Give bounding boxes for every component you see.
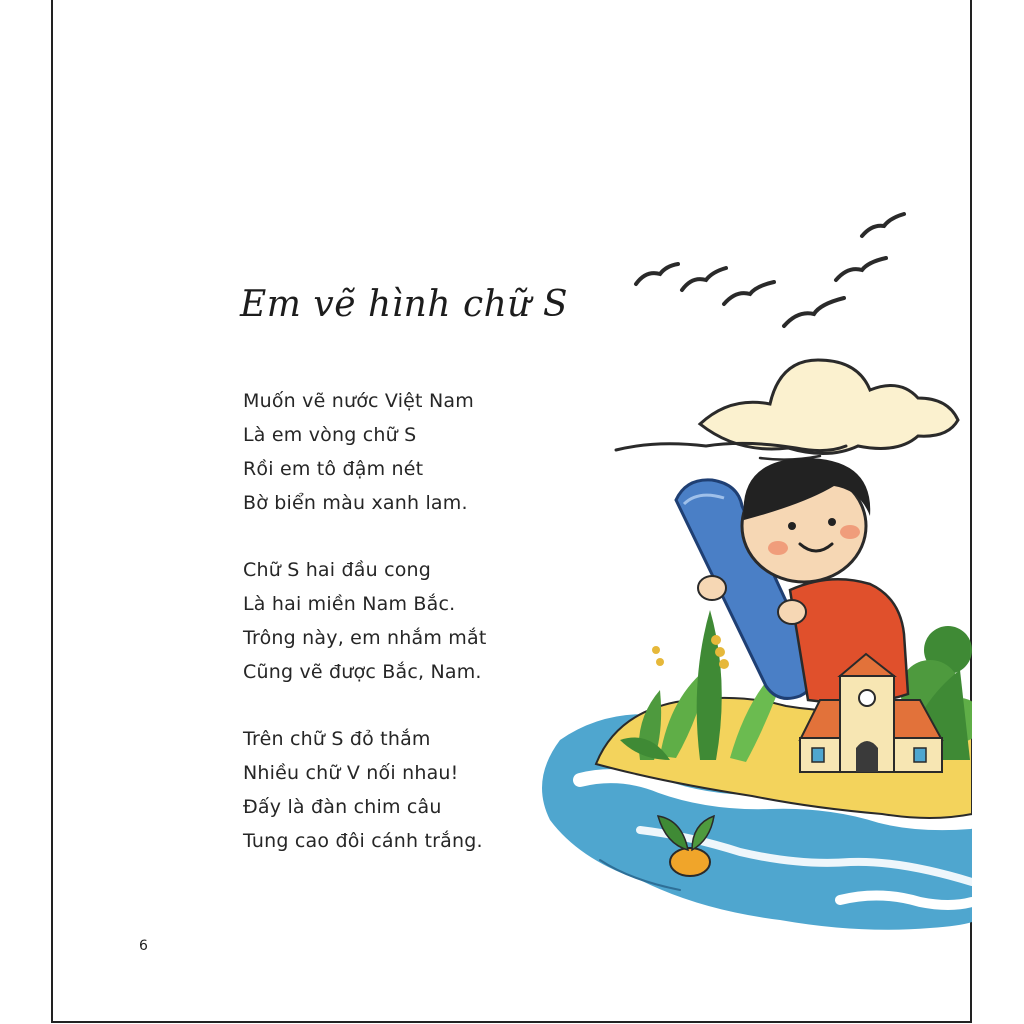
poem-line: Đấy là đàn chim câu — [243, 796, 442, 818]
poem-title: Em vẽ hình chữ S — [240, 284, 569, 325]
poem-line: Chữ S hai đầu cong — [243, 559, 432, 581]
bird-icon — [836, 258, 886, 280]
bird-icon — [784, 298, 844, 326]
poem-body — [243, 384, 487, 891]
poem-line: Nhiều chữ V nối nhau! — [243, 762, 459, 784]
bird-icon — [724, 282, 774, 304]
poem-line: Rồi em tô đậm nét — [243, 458, 424, 480]
poem-line: Tung cao đôi cánh trắng. — [243, 830, 483, 852]
poem-line: Là em vòng chữ S — [243, 424, 417, 446]
illustration — [540, 200, 972, 960]
stanza-2 — [243, 553, 487, 689]
poem-line: Trên chữ S đỏ thắm — [243, 728, 431, 750]
stanza-3 — [243, 722, 487, 858]
poem-line: Bờ biển màu xanh lam. — [243, 492, 468, 514]
poem-line: Trông này, em nhắm mắt — [243, 627, 487, 649]
page-number: 6 — [139, 938, 148, 954]
bird-icon — [682, 268, 726, 290]
birds — [636, 214, 904, 326]
cloud-icon — [616, 360, 958, 460]
stanza-1 — [243, 384, 487, 520]
poem-line: Cũng vẽ được Bắc, Nam. — [243, 661, 482, 683]
poem-line: Là hai miền Nam Bắc. — [243, 593, 456, 615]
bird-icon — [862, 214, 904, 236]
poem-line: Muốn vẽ nước Việt Nam — [243, 390, 474, 412]
bird-icon — [636, 264, 678, 284]
